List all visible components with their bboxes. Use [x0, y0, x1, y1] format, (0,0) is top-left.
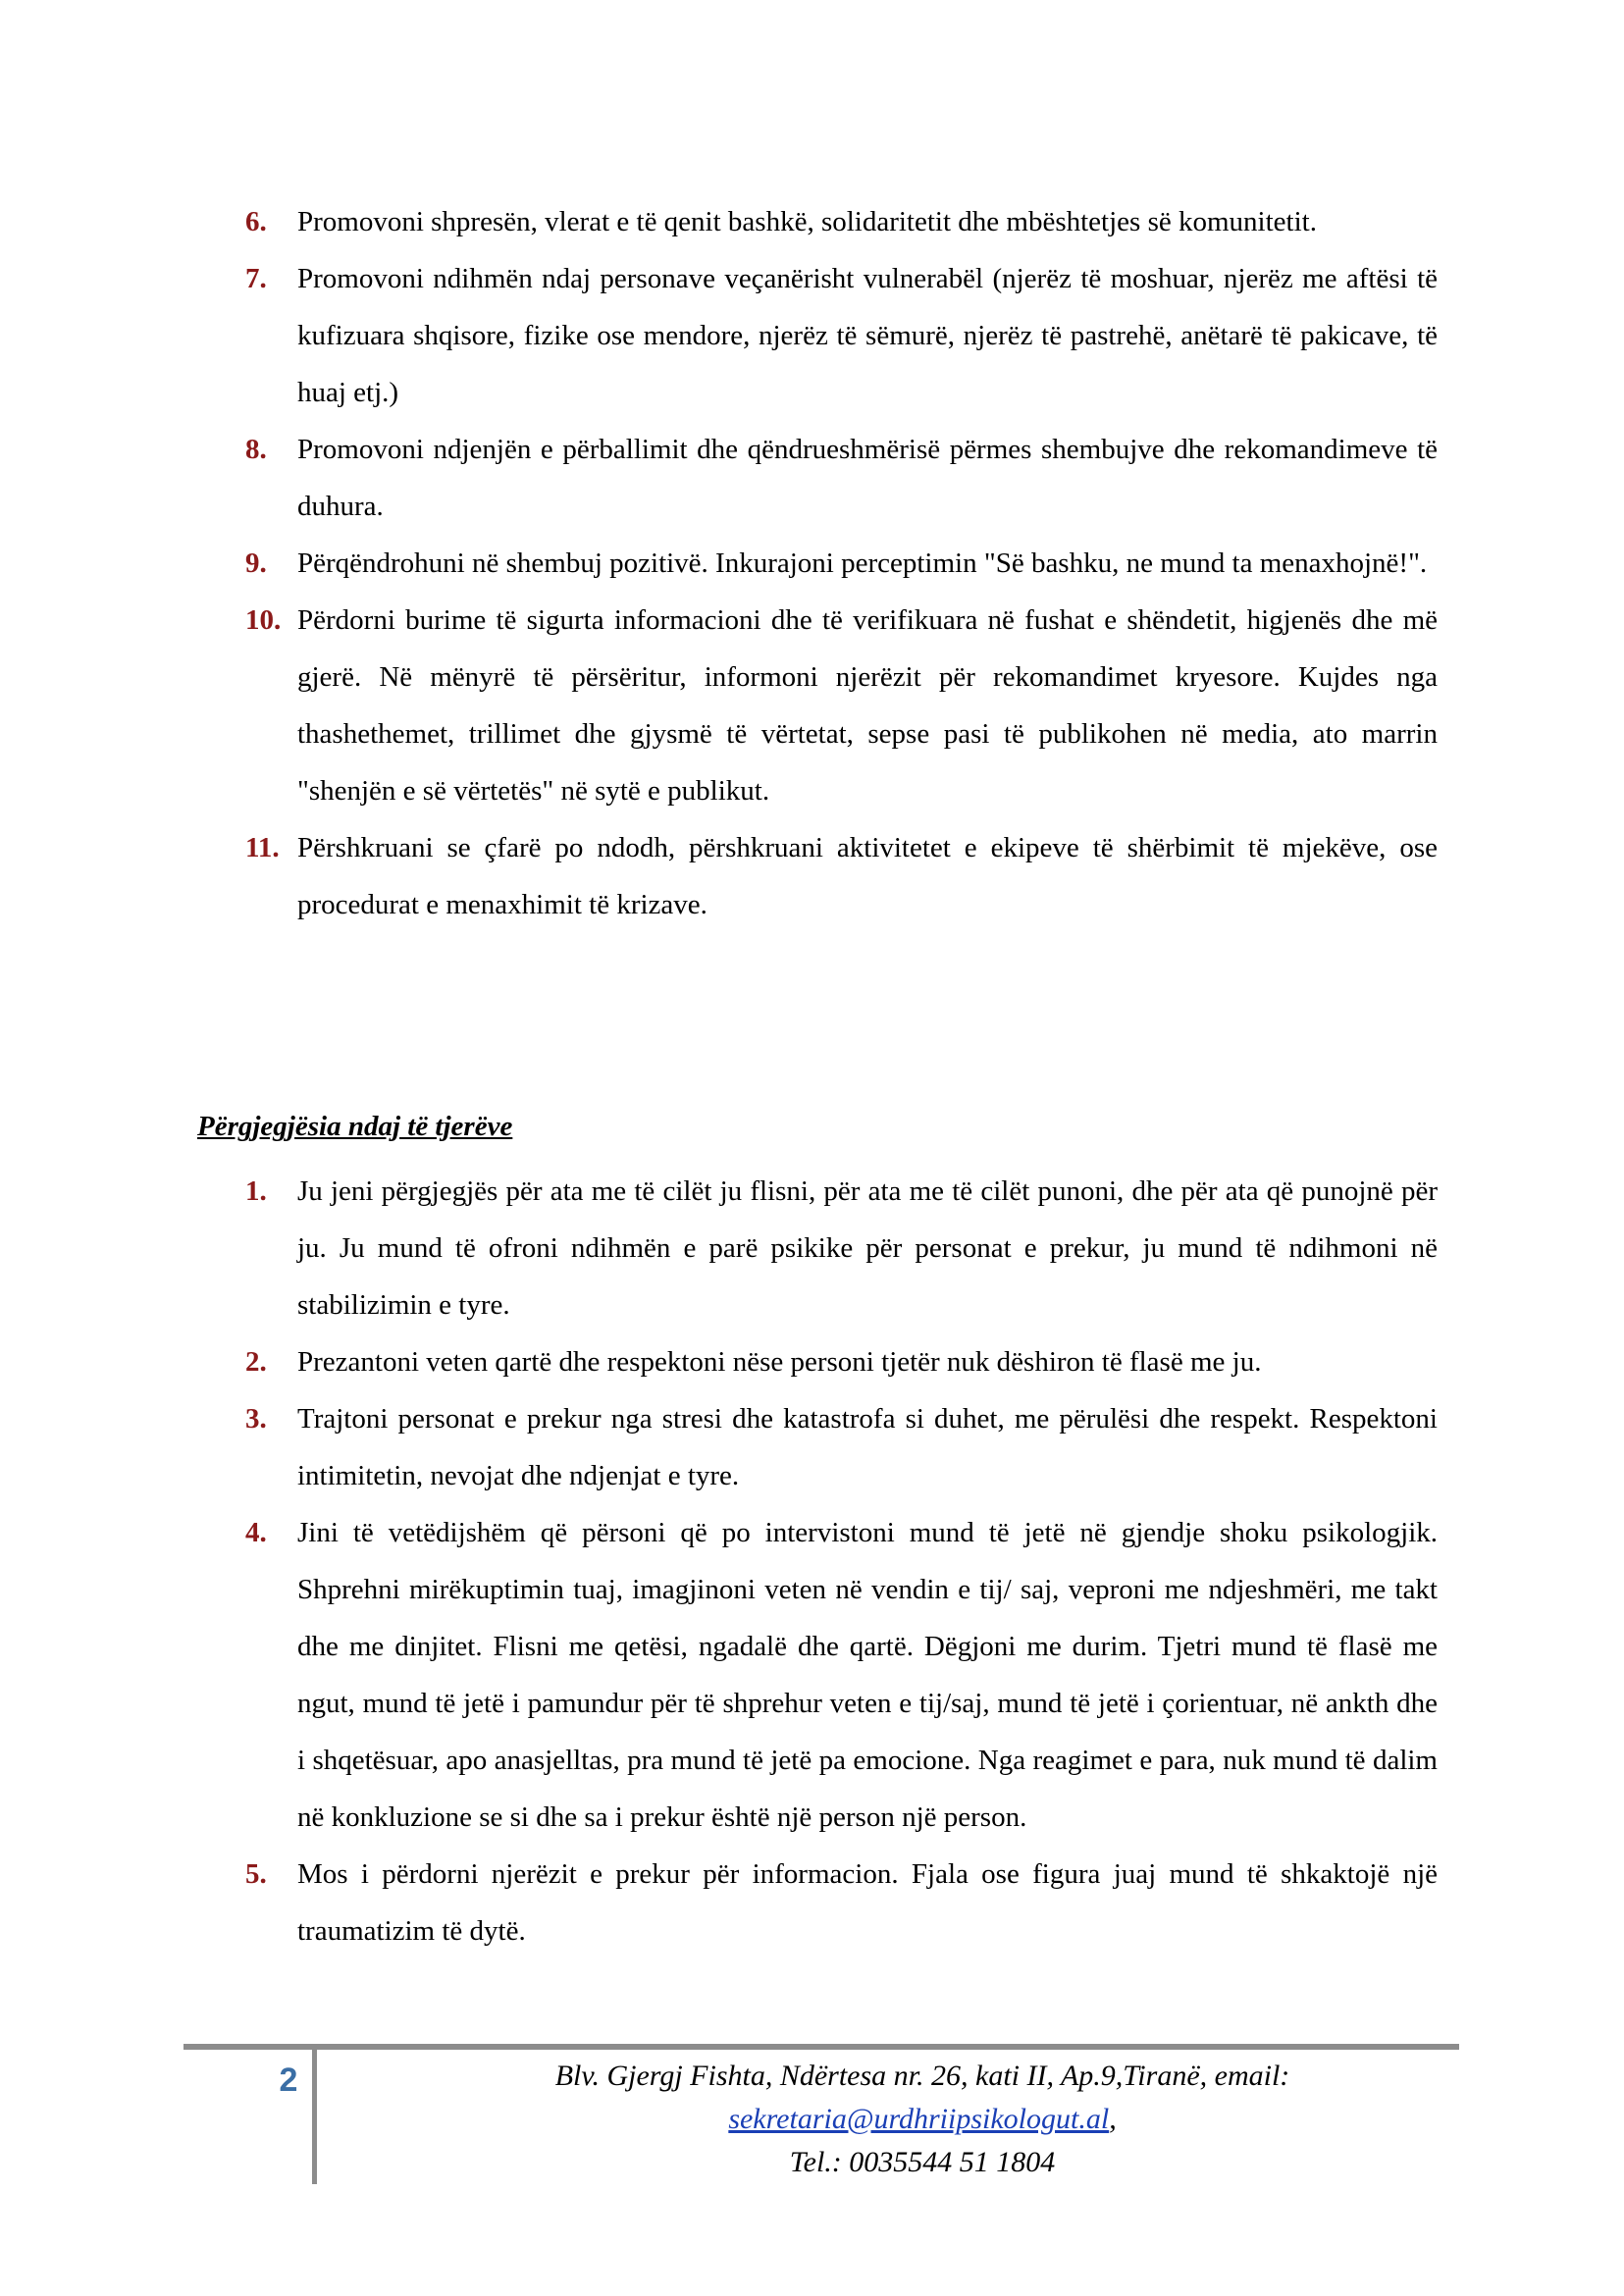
page-number: 2 [279, 2061, 298, 2099]
list-item [245, 1846, 1438, 1959]
list-item [245, 1390, 1438, 1504]
item-text: Përshkruani se çfarë po ndodh, përshkruani aktivitetet e ekipeve të shërbimit të mjekëve, ose procedurat e menaxhimit të krizave. [297, 832, 1438, 920]
list-item [245, 250, 1438, 421]
list-item [245, 1504, 1438, 1846]
email-link[interactable]: sekretaria@urdhriipsikologut.al [728, 2103, 1110, 2135]
item-text: Trajtoni personat e prekur nga stresi dhe katastrofa si duhet, me përulësi dhe respekt. Respektoni intimitetin, nevojat dhe ndjenjat e tyre. [297, 1403, 1438, 1491]
footer-divider [183, 2044, 1459, 2050]
list-item [245, 1333, 1438, 1390]
item-number: 2. [245, 1346, 267, 1378]
footer-contact [334, 2055, 1511, 2184]
item-text: Promovoni shpresën, vlerat e të qenit bashkë, solidaritetit dhe mbështetjes së komunitetit. [297, 206, 1317, 237]
section-heading: Përgjegjësia ndaj të tjerëve [197, 1111, 513, 1142]
list-item [245, 421, 1438, 535]
item-number: 8. [245, 434, 267, 465]
responsibility-list [245, 1163, 1438, 1959]
item-number: 4. [245, 1517, 267, 1548]
item-number: 7. [245, 263, 267, 294]
item-text: Promovoni ndihmën ndaj personave veçanërisht vulnerabël (njerëz të moshuar, njerëz me aftësi të kufizuara shqisore, fizike ose mendore, njerëz të sëmurë, njerëz të pastrehë, anëtarë të pakicave, të huaj etj.) [297, 263, 1438, 408]
item-text: Prezantoni veten qartë dhe respektoni nëse personi tjetër nuk dëshiron të flasë me ju. [297, 1346, 1262, 1378]
item-text: Ju jeni përgjegjës për ata me të cilët ju flisni, për ata me të cilët punoni, dhe për ata që punojnë për ju. Ju mund të ofroni ndihmën e parë psikike për personat e prekur, ju mund të ndihmoni në stabilizimin e tyre. [297, 1175, 1438, 1321]
item-number: 10. [245, 604, 282, 636]
recommendations-list [245, 193, 1438, 933]
footer-address: Blv. Gjergj Fishta, Ndërtesa nr. 26, kati II, Ap.9,Tiranë, email: [554, 2060, 1290, 2092]
item-text: Jini të vetëdijshëm që përsoni që po intervistoni mund të jetë në gjendje shoku psikologjik. Shprehni mirëkuptimin tuaj, imagjinoni veten në vendin e tij/ saj, veproni me ndjeshmëri, me takt dhe me dinjitet. Flisni me qetësi, ngadalë dhe qartë. Dëgjoni me durim. Tjetri mund të flasë me ngut, mund të jetë i pamundur për të shprehur veten e tij/saj, mund të jetë i çorientuar, në ankth dhe i shqetësuar, apo anasjelltas, pra mund të jetë pa emocione. Nga reagimet e para, nuk mund të dalim në konkluzione se si dhe sa i prekur është një person një person. [297, 1517, 1438, 1833]
item-number: 9. [245, 548, 267, 579]
list-item [245, 193, 1438, 250]
item-text: Përdorni burime të sigurta informacioni dhe të verifikuara në fushat e shëndetit, higjenës dhe më gjerë. Në mënyrë të përsëritur, informoni njerëzit për rekomandimet kryesore. Kujdes nga thashethemet, trillimet dhe gjysmë të vërtetat, sepse pasi të publikohen në media, ato marrin "shenjën e së vërtetës" në sytë e publikut. [297, 604, 1438, 807]
item-number: 11. [245, 832, 280, 863]
item-text: Përqëndrohuni në shembuj pozitivë. Inkurajoni perceptimin "Së bashku, ne mund ta menaxhojnë!". [297, 548, 1428, 579]
list-item [245, 535, 1438, 592]
email-suffix: , [1109, 2103, 1117, 2135]
item-number: 5. [245, 1858, 267, 1890]
item-text: Promovoni ndjenjën e përballimit dhe qëndrueshmërisë përmes shembujve dhe rekomandimeve të duhura. [297, 434, 1438, 522]
list-item [245, 592, 1438, 819]
item-text: Mos i përdorni njerëzit e prekur për informacion. Fjala ose figura juaj mund të shkaktojë një traumatizim të dytë. [297, 1858, 1438, 1947]
item-number: 3. [245, 1403, 267, 1435]
footer-vertical-divider [312, 2044, 317, 2184]
list-item [245, 1163, 1438, 1333]
footer-email-line [334, 2098, 1511, 2141]
item-number: 6. [245, 206, 267, 237]
item-number: 1. [245, 1175, 267, 1207]
footer-phone: Tel.: 0035544 51 1804 [789, 2146, 1056, 2178]
list-item [245, 819, 1438, 933]
